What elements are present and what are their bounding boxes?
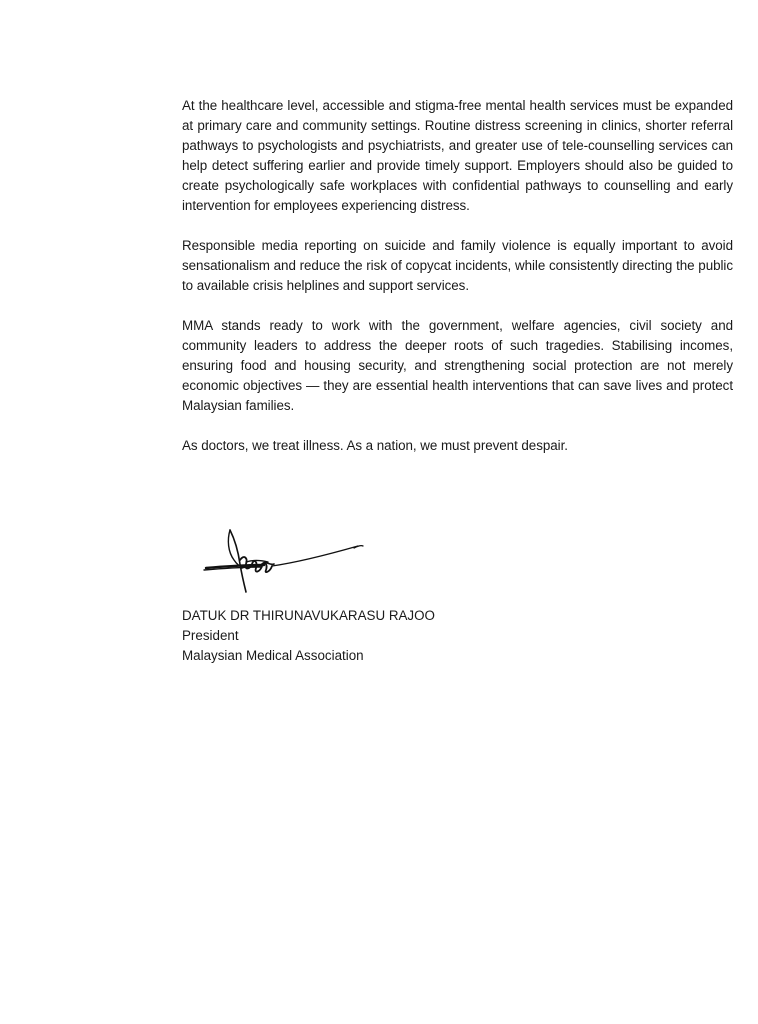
signatory-name: DATUK DR THIRUNAVUKARASU RAJOO [182,608,435,623]
paragraph-closing: As doctors, we treat illness. As a nation, we must prevent despair. [182,438,568,453]
signatory-title: President [182,628,239,643]
signatory-block [182,606,582,666]
paragraph-healthcare: At the healthcare level, accessible and stigma-free mental health services must be expanded at primary care and community settings. Routine distress screening in clinics, shorter referral pathways to psychologists and psychiatrists, and greater use of tele-counselling services can help detect suffering earlier and provide timely support. Employers should also be guided to create psychologically safe workplaces with confidential pathways to counselling and early intervention for employees experiencing distress. [182,98,733,213]
handwritten-signature [200,524,370,598]
paragraph-mma: MMA stands ready to work with the government, welfare agencies, civil society and community leaders to address the deeper roots of such tragedies. Stabilising incomes, ensuring food and housing security, and strengthening social protection are not merely economic objectives — they are essential health interventions that can save lives and protect Malaysian families. [182,318,733,413]
paragraph-media: Responsible media reporting on suicide and family violence is equally important to avoid sensationalism and reduce the risk of copycat incidents, while consistently directing the public to available crisis helplines and support services. [182,238,733,293]
signatory-organization: Malaysian Medical Association [182,648,364,663]
document-body [182,96,733,456]
